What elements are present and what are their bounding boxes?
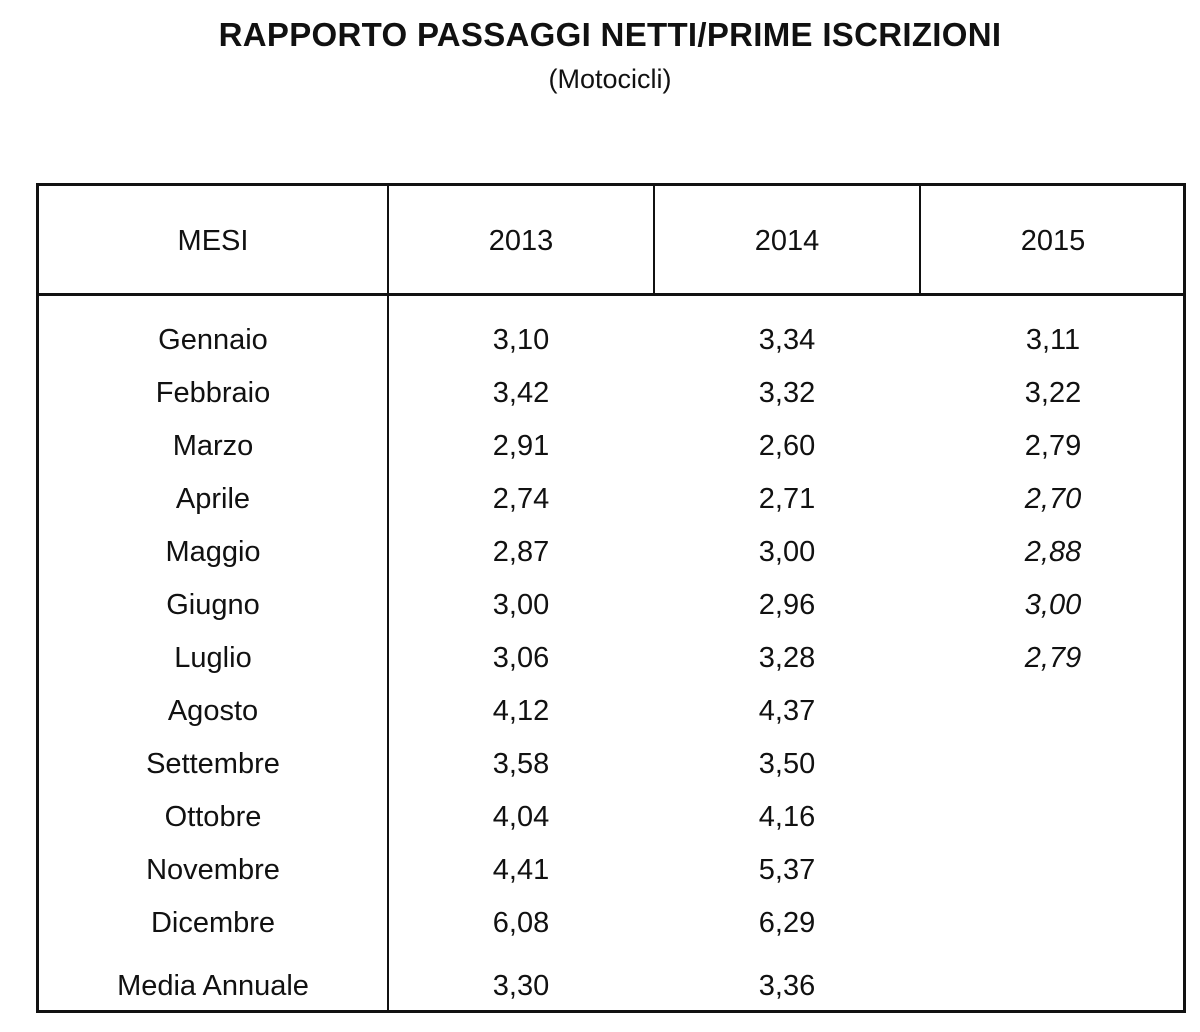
- value-2014-cell: 5,37: [758, 854, 816, 886]
- value-2013-cell: 2,87: [492, 536, 550, 568]
- month-cell: Dicembre: [150, 907, 276, 939]
- month-cell: Aprile: [175, 483, 251, 515]
- header-year-2013: 2013: [488, 225, 554, 257]
- table-row: [39, 791, 1183, 844]
- month-cell: Media Annuale: [117, 970, 309, 1002]
- month-cell: Agosto: [167, 695, 259, 727]
- header-year-2015: 2015: [1020, 225, 1086, 257]
- table-row: [39, 897, 1183, 950]
- value-2014-cell: 3,32: [758, 377, 816, 409]
- value-2015-cell: [921, 738, 1185, 791]
- table-row: [39, 632, 1183, 685]
- month-cell: Giugno: [166, 589, 260, 621]
- value-2013-cell: 6,08: [492, 907, 550, 939]
- value-2014-cell: 3,28: [758, 642, 816, 674]
- page-subtitle: (Motocicli): [548, 64, 672, 94]
- value-2013-cell: 3,06: [492, 642, 550, 674]
- value-2014-cell: 4,37: [758, 695, 816, 727]
- header-year-2014: 2014: [754, 225, 820, 257]
- table-row: [39, 526, 1183, 579]
- value-2015-cell: 2,88: [1024, 536, 1082, 568]
- month-cell: Febbraio: [155, 377, 271, 409]
- value-2013-cell: 2,91: [492, 430, 550, 462]
- value-2015-cell: [921, 897, 1185, 950]
- value-2014-cell: 2,60: [758, 430, 816, 462]
- table-row: [39, 685, 1183, 738]
- table-row: [39, 314, 1183, 367]
- value-2014-cell: 6,29: [758, 907, 816, 939]
- month-cell: Ottobre: [164, 801, 262, 833]
- value-2014-cell: 4,16: [758, 801, 816, 833]
- value-2013-cell: 4,04: [492, 801, 550, 833]
- value-2015-cell: 2,70: [1024, 483, 1082, 515]
- value-2015-cell: 2,79: [1024, 642, 1082, 674]
- value-2015-cell: [921, 844, 1185, 897]
- month-cell: Maggio: [165, 536, 261, 568]
- header-months: MESI: [177, 225, 249, 257]
- value-2013-cell: 2,74: [492, 483, 550, 515]
- table-row: [39, 420, 1183, 473]
- table-row: [39, 579, 1183, 632]
- value-2013-cell: 4,12: [492, 695, 550, 727]
- table-row: [39, 844, 1183, 897]
- value-2015-cell: 3,11: [1025, 324, 1081, 356]
- ratio-table: [36, 183, 1186, 1013]
- value-2013-cell: 3,10: [492, 324, 550, 356]
- value-2013-cell: 3,00: [492, 589, 550, 621]
- table-row-average: [39, 960, 1183, 1013]
- page-title: RAPPORTO PASSAGGI NETTI/PRIME ISCRIZIONI: [218, 16, 1002, 53]
- value-2013-cell: 3,58: [492, 748, 550, 780]
- value-2015-cell: [921, 960, 1185, 1013]
- value-2015-cell: 3,22: [1024, 377, 1082, 409]
- value-2014-cell: 3,36: [758, 970, 816, 1002]
- value-2015-cell: 3,00: [1024, 589, 1082, 621]
- month-cell: Novembre: [146, 854, 280, 886]
- value-2015-cell: 2,79: [1024, 430, 1082, 462]
- table-row: [39, 738, 1183, 791]
- value-2014-cell: 2,96: [758, 589, 816, 621]
- value-2013-cell: 3,30: [492, 970, 550, 1002]
- table-body: [39, 314, 1183, 1013]
- month-cell: Settembre: [146, 748, 280, 780]
- value-2015-cell: [921, 791, 1185, 844]
- table-row: [39, 367, 1183, 420]
- value-2013-cell: 4,41: [492, 854, 550, 886]
- value-2014-cell: 3,50: [758, 748, 816, 780]
- value-2013-cell: 3,42: [492, 377, 550, 409]
- value-2014-cell: 3,00: [758, 536, 816, 568]
- value-2014-cell: 2,71: [758, 483, 816, 515]
- month-cell: Gennaio: [158, 324, 268, 356]
- month-cell: Luglio: [174, 642, 252, 674]
- table-row: [39, 473, 1183, 526]
- month-cell: Marzo: [172, 430, 254, 462]
- value-2015-cell: [921, 685, 1185, 738]
- value-2014-cell: 3,34: [758, 324, 816, 356]
